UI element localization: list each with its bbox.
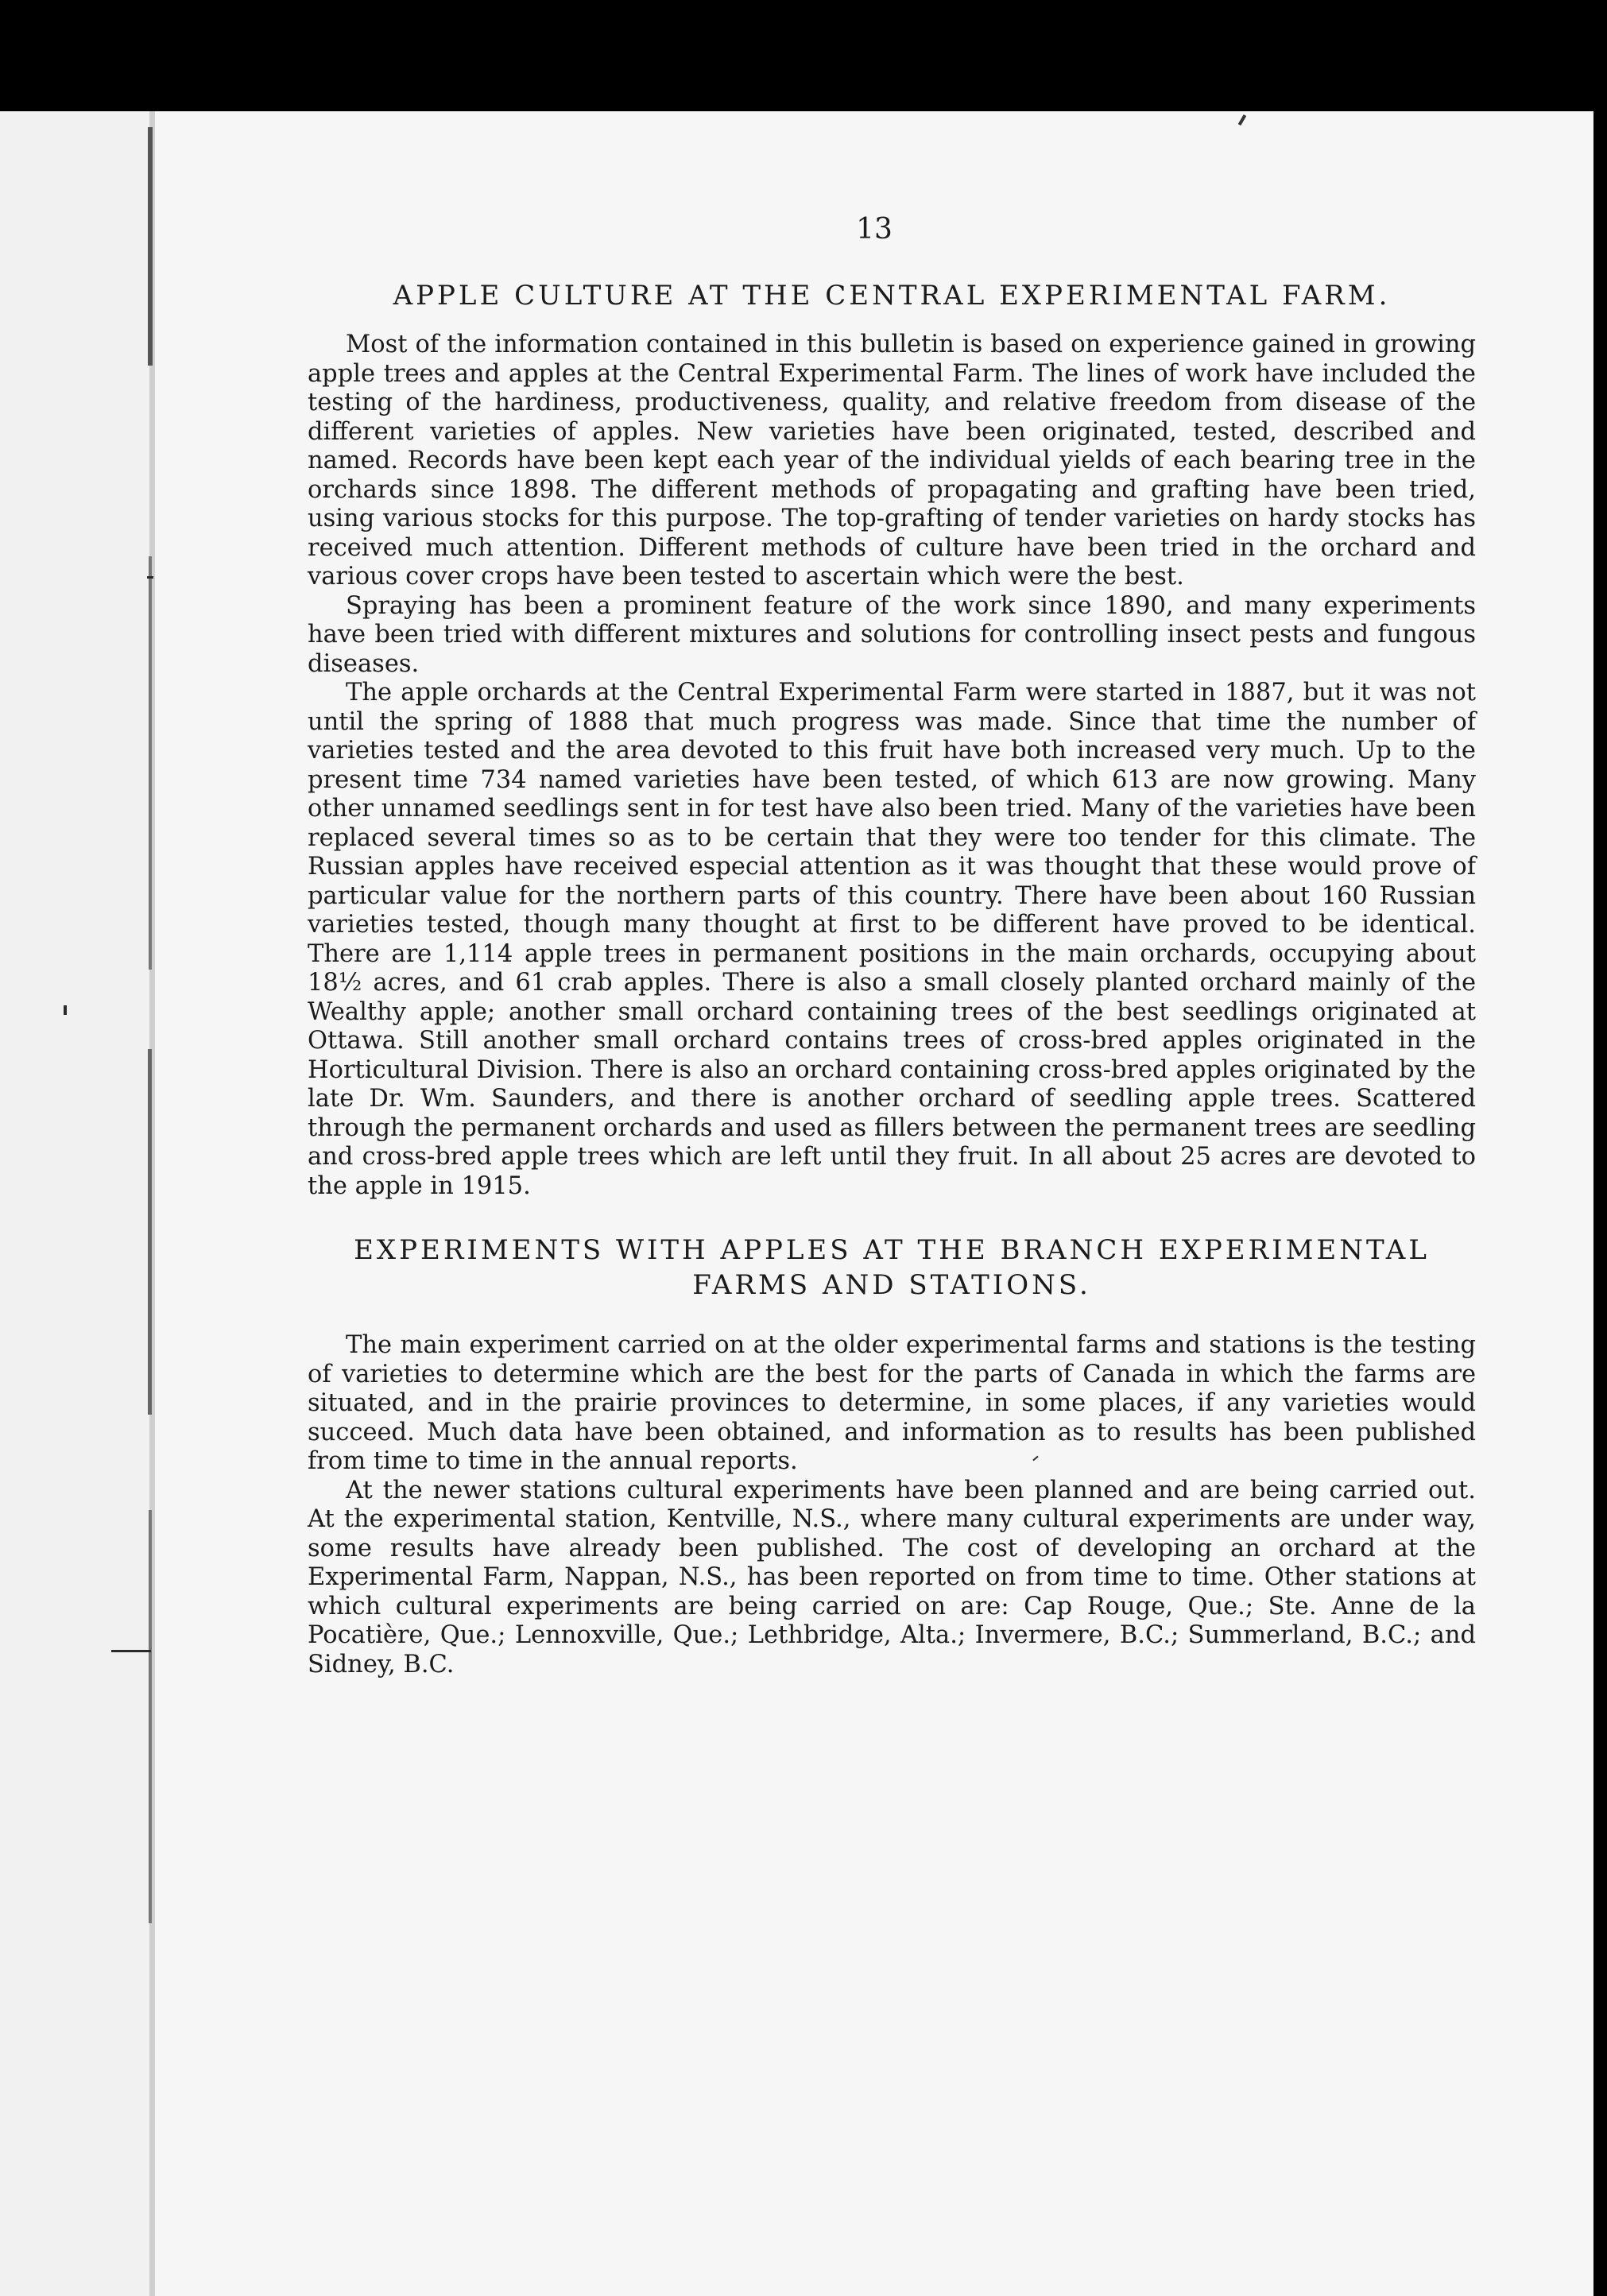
section-heading: EXPERIMENTS WITH APPLES AT THE BRANCH EXPERIMENTAL FARMS AND STATIONS. <box>354 1234 1430 1301</box>
scan-speck <box>1238 114 1246 126</box>
scan-speck <box>64 1005 67 1015</box>
document-page <box>155 111 1593 2296</box>
body-paragraph: At the newer stations cultural experiments have been planned and are being carried out. At the experimental station, Kentville, N.S., where many cultural experiments are under way, some results have already been published. The cost of developing an orchard at the Experimental Farm, Nappan, N.S., has been reported on from time to time. Other stations at which cultural experiments are being carried on are: Cap Rouge, Que.; Ste. Anne de la Pocatière, Que.; Lennoxville, Que.; Lethbridge, Alta.; Invermere, B.C.; Summerland, B.C.; and Sidney, B.C. <box>308 1476 1476 1678</box>
body-paragraph: Most of the information contained in this bulletin is based on experience gained in growing apple trees and apples at the Central Experimental Farm. The lines of work have included the testing of the hardiness, productiveness, quality, and relative freedom from disease of the different varieties of apples. New varieties have been originated, tested, described and named. Records have been kept each year of the individual yields of each bearing tree in the orchards since 1898. The different methods of propagating and grafting have been tried, using various stocks for this purpose. The top-grafting of tender varieties on hardy stocks has received much attention. Different methods of culture have been tried in the orchard and various cover crops have been tested to ascertain which were the best. <box>308 331 1476 590</box>
body-paragraph: The main experiment carried on at the older experimental farms and stations is the testing of varieties to determine which are the best for the parts of Canada in which the farms are situated, and in the prairie provinces to determine, in some places, if any varieties would succeed. Much data have been obtained, and information as to results has been published from time to time in the annual reports. <box>308 1331 1476 1475</box>
binding-mark <box>149 556 152 970</box>
body-paragraph: Spraying has been a prominent feature of the work since 1890, and many experiments have been tried with different mixtures and solutions for controlling insect pests and fungous diseases. <box>308 591 1476 678</box>
facing-page-edge <box>0 111 155 2296</box>
binding-mark <box>148 127 153 366</box>
binding-mark <box>148 1049 152 1415</box>
binding-mark <box>149 1510 152 1923</box>
page-number: 13 <box>856 213 893 246</box>
scan-speck <box>147 576 153 579</box>
section-heading: APPLE CULTURE AT THE CENTRAL EXPERIMENTAL FARM. <box>393 280 1391 312</box>
page-body <box>308 278 1476 1679</box>
body-paragraph: The apple orchards at the Central Experimental Farm were started in 1887, but it was not until the spring of 1888 that much progress was made. Since that time the number of varieties tested and the area devoted to this fruit have both increased very much. Up to the present time 734 named varieties have been tested, of which 613 are now growing. Many other unnamed seedlings sent in for test have also been tried. Many of the varieties have been replaced several times so as to be certain that they were too tender for this climate. The Russian apples have received especial attention as it was thought that these would prove of particular value for the northern parts of this country. There have been about 160 Russian varieties tested, though many thought at first to be different have proved to be identical. There are 1,114 apple trees in permanent positions in the main orchards, occupying about 18½ acres, and 61 crab apples. There is also a small closely planted orchard mainly of the Wealthy apple; another small orchard containing trees of the best seedlings originated at Ottawa. Still another small orchard contains trees of cross-bred apples originated in the Horticultural Division. There is also an orchard containing cross-bred apples originated by the late Dr. Wm. Saunders, and there is another orchard of seedling apple trees. Scattered through the permanent orchards and used as fillers between the permanent trees are seedling and cross-bred apple trees which are left until they fruit. In all about 25 acres are devoted to the apple in 1915. <box>308 679 1476 1200</box>
scan-speck <box>111 1650 151 1652</box>
